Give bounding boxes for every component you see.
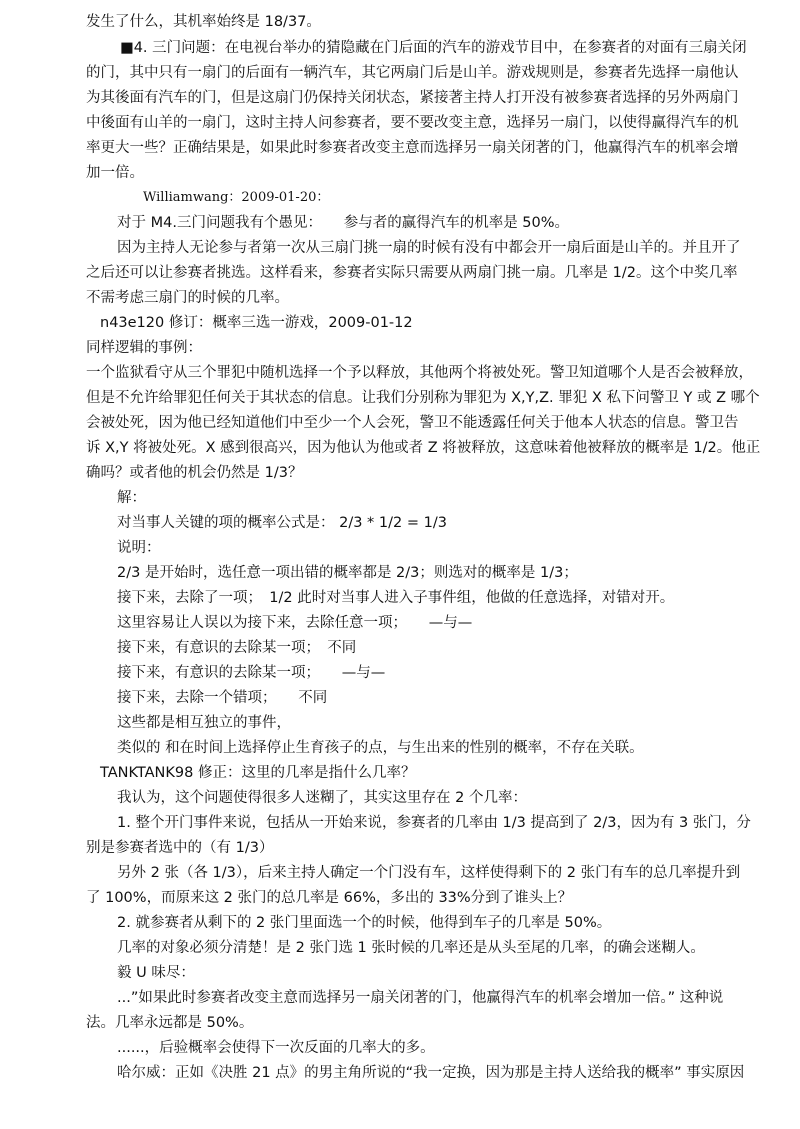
text-line: 会被处死，因为他已经知道他们中至少一个人会死，警卫不能透露任何关于他本人状态的信息。警卫告: [86, 415, 739, 431]
text-line: 了 100%，而原来这 2 张门的总几率是 66%，多出的 33%分到了谁头上？: [86, 890, 573, 906]
text-line: 几率的对象必须分清楚！是 2 张门选 1 张时候的几率还是从头至尾的几率，的确会迷糊人。: [117, 940, 705, 956]
text-line: 2/3 是开始时，选任意一项出错的概率都是 2/3；则选对的概率是 1/3；: [117, 565, 578, 581]
text-line: 加一倍。: [86, 165, 144, 181]
text-line: 确吗？或者他的机会仍然是 1/3？: [86, 465, 303, 481]
comment-author-line: Williamwang：2009-01-20：: [143, 190, 330, 205]
text-line: 1. 整个开门事件来说，包括从一开始来说，参赛者的几率由 1/3 提高到了 2/3，因为有 3 张门，分: [117, 815, 751, 831]
text-line: 法。几率永远都是 50%。: [86, 1015, 254, 1031]
text-line: 的门，其中只有一扇门的后面有一辆汽车，其它两扇门后是山羊。游戏规则是，参赛者先选择一扇他认: [86, 65, 739, 81]
text-line: 为其後面有汽车的门，但是这扇门仍保持关闭状态，紧接著主持人打开没有被参赛者选择的另外两扇门: [86, 90, 739, 106]
text-line: ...”如果此时参赛者改变主意而选择另一扇关闭著的门，他赢得汽车的机率会增加一倍。” 这种说: [117, 990, 724, 1006]
text-line: 2. 就参赛者从剩下的 2 张门里面选一个的时候，他得到车子的几率是 50%。: [117, 915, 612, 931]
text-line: 哈尔威：正如《决胜 21 点》的男主角所说的“我一定换，因为那是主持人送给我的概率” 事实原因: [117, 1065, 745, 1081]
text-line: 但是不允许给罪犯任何关于其状态的信息。让我们分别称为罪犯为 X,Y,Z. 罪犯 X 私下问警卫 Y 或 Z 哪个: [86, 390, 760, 406]
text-line: 同样逻辑的事例：: [86, 340, 202, 356]
text-line: 我认为，这个问题使得很多人迷糊了，其实这里存在 2 个几率：: [117, 790, 527, 806]
text-line: 解：: [117, 490, 146, 506]
text-line: 接下来，有意识的去除某一项； —与—: [117, 665, 386, 681]
text-line: 别是参赛者选中的（有 1/3）: [86, 840, 274, 856]
text-line: 对于 M4.三门问题我有个愚见： 参与者的赢得汽车的机率是 50%。: [117, 215, 570, 231]
text-line: 接下来，去除一个错项； 不同: [117, 690, 328, 706]
comment-author-line: TANKTANK98 修正：这里的几率是指什么几率？: [100, 765, 416, 781]
text-line: 接下来，有意识的去除某一项； 不同: [117, 640, 357, 656]
text-line: 这里容易让人误以为接下来，去除任意一项； —与—: [117, 615, 473, 631]
text-line: 类似的 和在时间上选择停止生育孩子的点，与生出来的性别的概率，不存在关联。: [117, 740, 644, 756]
text-line: 一个监狱看守从三个罪犯中随机选择一个予以释放，其他两个将被处死。警卫知道哪个人是否会被释放，: [86, 365, 753, 381]
formula-line: 对当事人关键的项的概率公式是： 2/3 * 1/2 = 1/3: [117, 515, 447, 531]
text-line: 发生了什么，其机率始终是 18/37。: [86, 14, 321, 30]
text-line: ......，后验概率会使得下一次反面的几率大的多。: [117, 1040, 435, 1056]
comment-author-line: n43e120 修订：概率三选一游戏，2009-01-12: [100, 315, 413, 331]
text-line: 这些都是相互独立的事件，: [117, 715, 291, 731]
text-line: 中後面有山羊的一扇门，这时主持人问参赛者，要不要改变主意，选择另一扇门，以使得赢得汽车的机: [86, 115, 739, 131]
text-line: 诉 X,Y 将被处死。X 感到很高兴，因为他认为他或者 Z 将被释放，这意味着他被释放的概率是 1/2。他正: [86, 440, 761, 456]
text-line: 说明：: [117, 540, 161, 556]
text-line: 接下来，去除了一项； 1/2 此时对当事人进入子事件组，他做的任意选择，对错对开。: [117, 590, 675, 606]
text-line: 另外 2 张（各 1/3），后来主持人确定一个门没有车，这样使得剩下的 2 张门有车的总几率提升到: [117, 865, 741, 881]
section-heading-three-door-problem: ■4. 三门问题：在电视台举办的猜隐藏在门后面的汽车的游戏节目中，在参赛者的对面有三扇关闭: [120, 40, 747, 56]
text-line: 不需考虑三扇门的时候的几率。: [86, 290, 289, 306]
comment-author-line: 毅 U 味尽：: [117, 965, 195, 981]
text-line: 率更大一些？正确结果是，如果此时参赛者改变主意而选择另一扇关闭著的门，他赢得汽车的机率会增: [86, 140, 739, 156]
text-line: 因为主持人无论参与者第一次从三扇门挑一扇的时候有没有中都会开一扇后面是山羊的。并且开了: [117, 240, 741, 256]
text-line: 之后还可以让参赛者挑选。这样看来，参赛者实际只需要从两扇门挑一扇。几率是 1/2。这个中奖几率: [86, 265, 738, 281]
